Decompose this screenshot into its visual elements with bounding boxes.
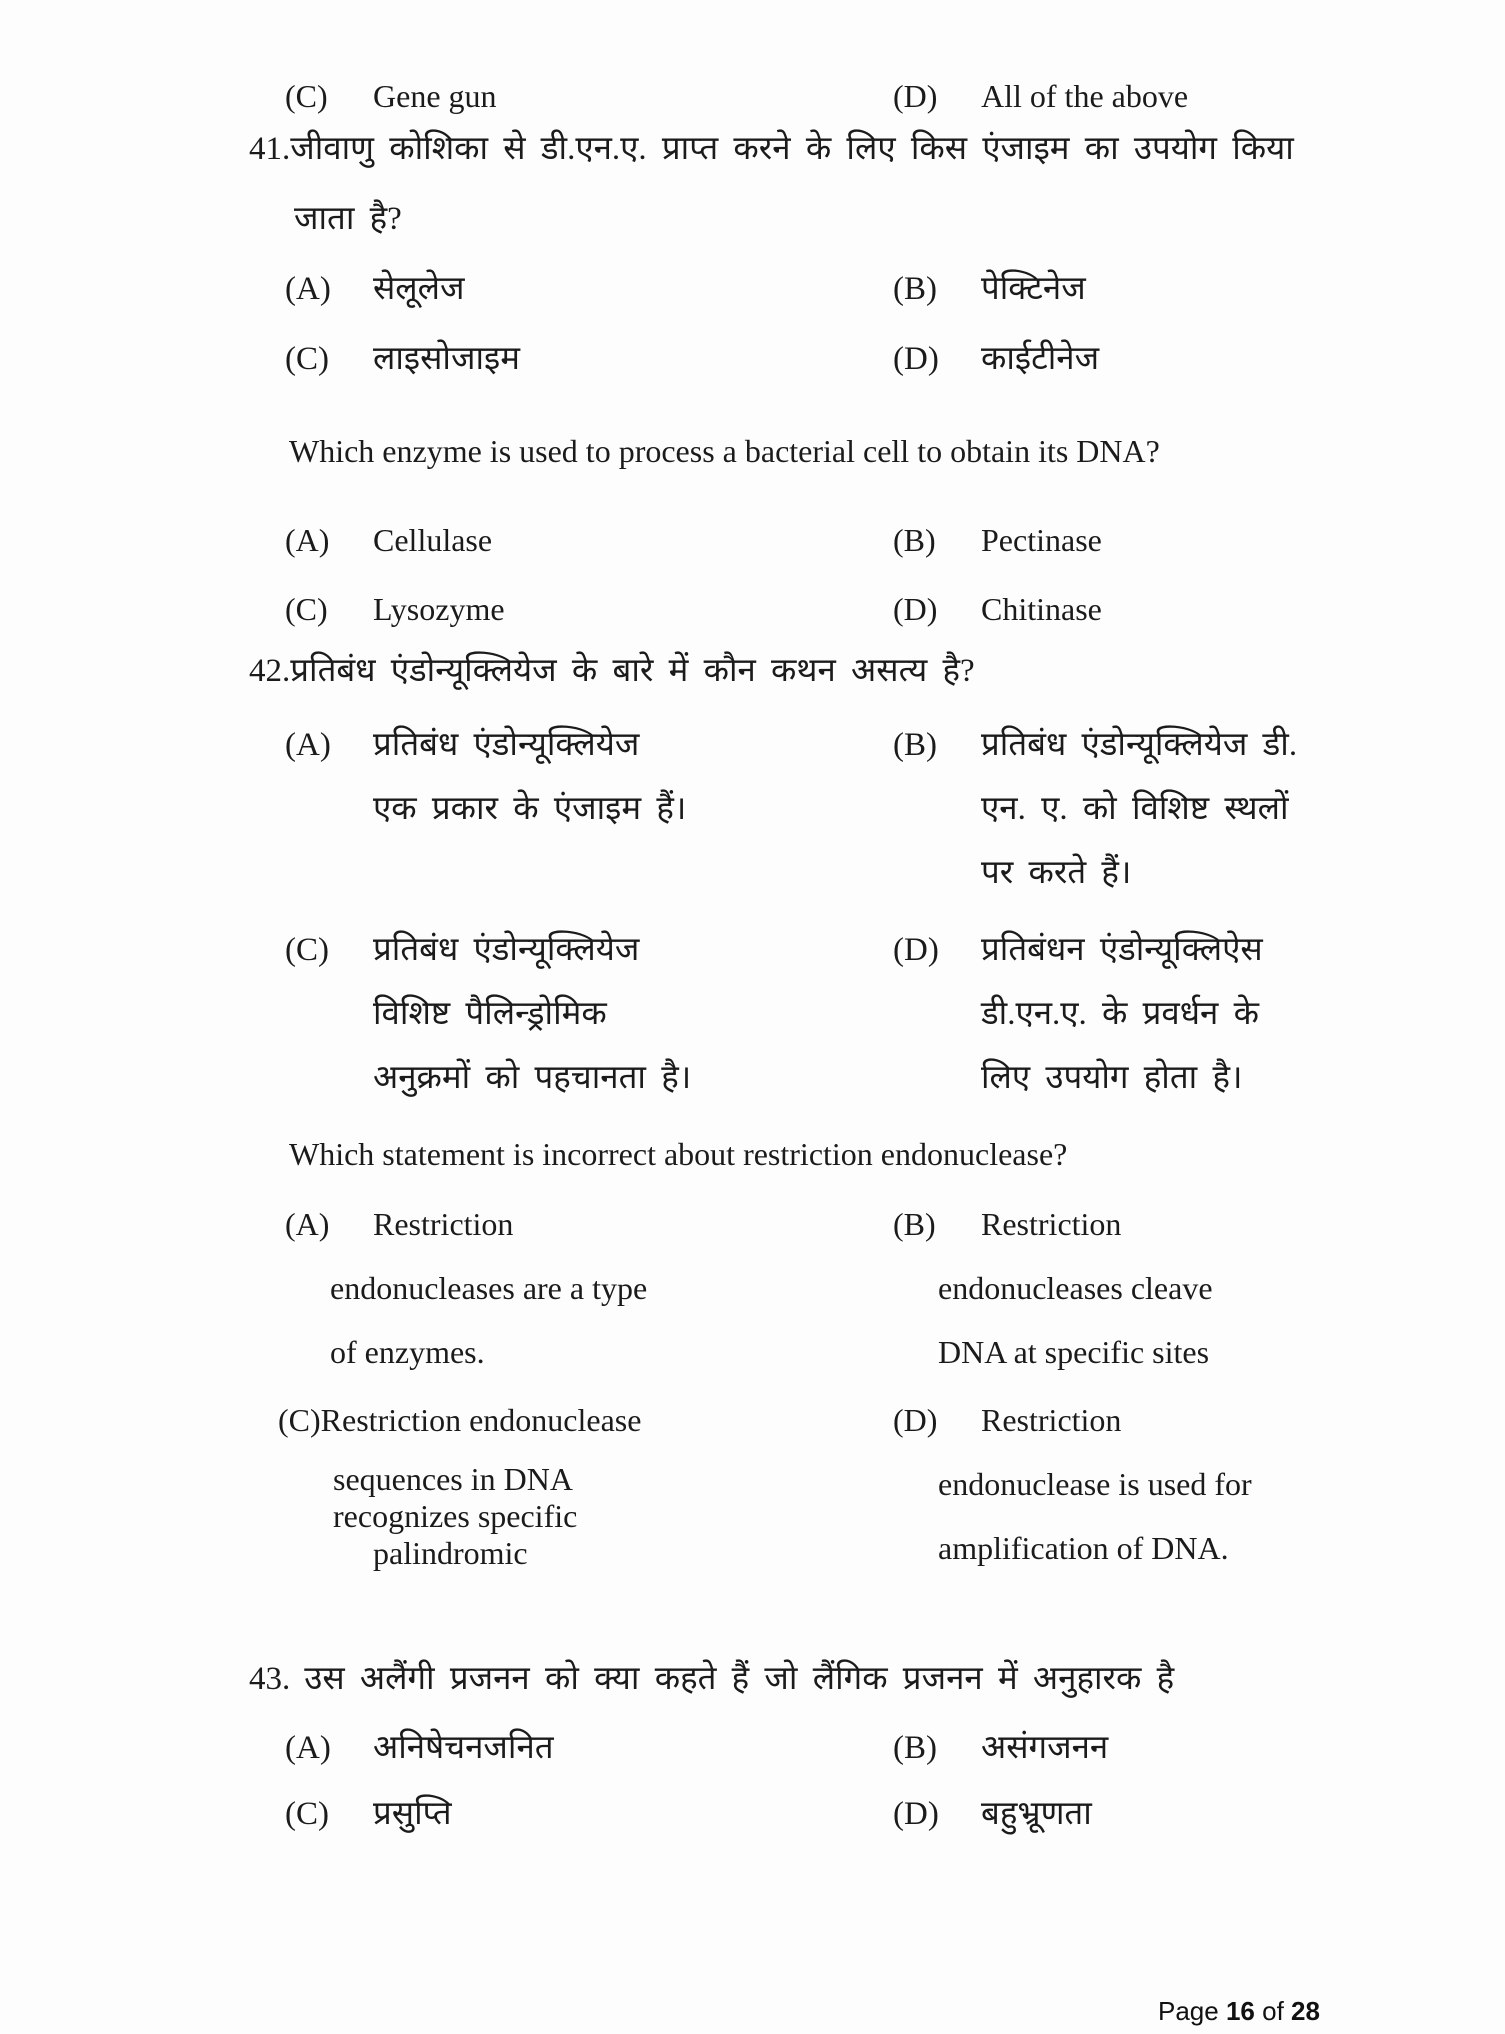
option-c <box>285 927 691 1119</box>
option-text: प्रसुप्ति <box>373 1796 452 1832</box>
option-text: प्रतिबंध एंडोन्यूक्लियेज विशिष्ट पैलिन्ड्रोमिक अनुक्रमों को पहचानता है। <box>373 932 692 1096</box>
option-first-line <box>278 1397 641 1461</box>
q41-hindi-options-row-ab <box>285 266 1465 330</box>
option-c: (C)Restriction endonuclease sequences in DNA recognizes specific palindromic <box>278 1397 641 1572</box>
option-text: असंगजनन <box>981 1730 1109 1766</box>
option-text: Restriction endonucleases cleave DNA at specific sites <box>938 1206 1213 1370</box>
option-text: All of the above <box>981 78 1189 114</box>
option-label: (A) <box>285 271 331 307</box>
option-label: (D) <box>893 1796 939 1832</box>
option-label: (C) <box>285 591 328 627</box>
option-text: Gene gun <box>373 78 497 114</box>
option-d <box>893 1791 1092 1837</box>
option-text: सेलूलेज <box>373 271 465 307</box>
option-text: Chitinase <box>981 591 1102 627</box>
option-label: (B) <box>893 1730 937 1766</box>
question-number: 43. <box>249 1661 291 1697</box>
option-d <box>893 1397 1252 1589</box>
option-label: (D) <box>893 78 938 114</box>
option-d <box>893 586 1102 632</box>
q43-options-row-cd <box>285 1791 1465 1855</box>
option-label: (C) <box>278 1402 321 1438</box>
option-label: (C) <box>285 1796 329 1832</box>
option-label: (B) <box>893 727 937 763</box>
question-number: 41. <box>249 131 291 167</box>
question-text: उस अलैंगी प्रजनन को क्या कहते हैं जो लैंगिक प्रजनन में अनुहारक है <box>304 1661 1175 1697</box>
question-43-hindi <box>249 1656 1174 1702</box>
question-41-hindi-line1 <box>249 126 1294 172</box>
option-b <box>893 266 1086 312</box>
option-label: (C) <box>285 932 329 968</box>
q41-english-options-row-ab <box>285 517 1465 581</box>
option-text: Restriction endonuclease is used for amplification of DNA. <box>938 1402 1252 1566</box>
option-c <box>285 586 505 632</box>
option-b <box>893 1725 1108 1771</box>
option-a <box>285 1725 554 1771</box>
option-label: (D) <box>893 1402 938 1438</box>
option-a <box>285 722 686 850</box>
question-text: जाता है? <box>294 201 402 237</box>
option-label: (A) <box>285 727 331 763</box>
option-a <box>285 266 465 312</box>
option-c <box>285 73 497 119</box>
question-number: 42. <box>249 653 291 689</box>
option-label: (D) <box>893 341 939 377</box>
page-current: 16 <box>1225 1996 1255 2026</box>
option-label: (D) <box>893 932 939 968</box>
question-text: Which enzyme is used to process a bacterial cell to obtain its DNA? <box>289 433 1160 469</box>
option-label: (B) <box>893 271 937 307</box>
question-text: प्रतिबंध एंडोन्यूक्लियेज के बारे में कौन कथन असत्य है? <box>290 653 975 689</box>
page-total: 28 <box>1291 1996 1320 2026</box>
option-d <box>893 336 1099 382</box>
option-label: (A) <box>285 1206 330 1242</box>
option-label: (C) <box>285 341 329 377</box>
question-text: जीवाणु कोशिका से डी.एन.ए. प्राप्त करने के लिए किस एंजाइम का उपयोग किया <box>290 131 1294 167</box>
option-d <box>893 927 1263 1119</box>
option-text: Restriction endonucleases are a type of enzymes. <box>330 1206 648 1370</box>
option-b <box>893 722 1297 914</box>
option-d <box>893 73 1188 119</box>
question-42-english <box>289 1131 1067 1177</box>
option-b <box>893 517 1102 563</box>
option-a <box>285 517 492 563</box>
option-text: प्रतिबंधन एंडोन्यूक्लिऐस डी.एन.ए. के प्रवर्धन के लिए उपयोग होता है। <box>981 932 1263 1096</box>
question-41-english <box>289 428 1160 474</box>
page-number-footer <box>1158 1996 1320 2027</box>
option-label: (A) <box>285 522 330 558</box>
of-label: of <box>1262 1996 1284 2026</box>
question-41-hindi-line2 <box>294 196 402 242</box>
q41-hindi-options-row-cd <box>285 336 1465 400</box>
option-b <box>893 1201 1213 1393</box>
option-text: Lysozyme <box>373 591 505 627</box>
option-text: पेक्टिनेज <box>981 271 1086 307</box>
option-text: Cellulase <box>373 522 493 558</box>
option-label: (B) <box>893 522 936 558</box>
question-42-hindi <box>249 648 975 694</box>
page-label: Page <box>1158 1996 1219 2026</box>
option-label: (A) <box>285 1730 331 1766</box>
question-text: Which statement is incorrect about restriction endonuclease? <box>289 1136 1068 1172</box>
option-text: बहुभ्रूणता <box>981 1796 1092 1832</box>
option-label: (C) <box>285 78 328 114</box>
option-c <box>285 336 520 382</box>
option-text: काईटीनेज <box>981 341 1100 377</box>
option-c <box>285 1791 452 1837</box>
q41-english-options-row-cd <box>285 586 1465 650</box>
q43-options-row-ab <box>285 1725 1465 1789</box>
option-text: प्रतिबंध एंडोन्यूक्लियेज एक प्रकार के एंजाइम हैं। <box>373 727 687 827</box>
option-label: (B) <box>893 1206 936 1242</box>
option-text: प्रतिबंध एंडोन्यूक्लियेज डी. एन. ए. को विशिष्ट स्थलों पर करते हैं। <box>981 727 1298 891</box>
option-text: लाइसोजाइम <box>373 341 520 377</box>
option-a <box>285 1201 647 1393</box>
option-text: अनिषेचनजनित <box>373 1730 554 1766</box>
option-text: Pectinase <box>981 522 1102 558</box>
option-label: (D) <box>893 591 938 627</box>
option-text: Restriction endonuclease <box>320 1402 642 1438</box>
